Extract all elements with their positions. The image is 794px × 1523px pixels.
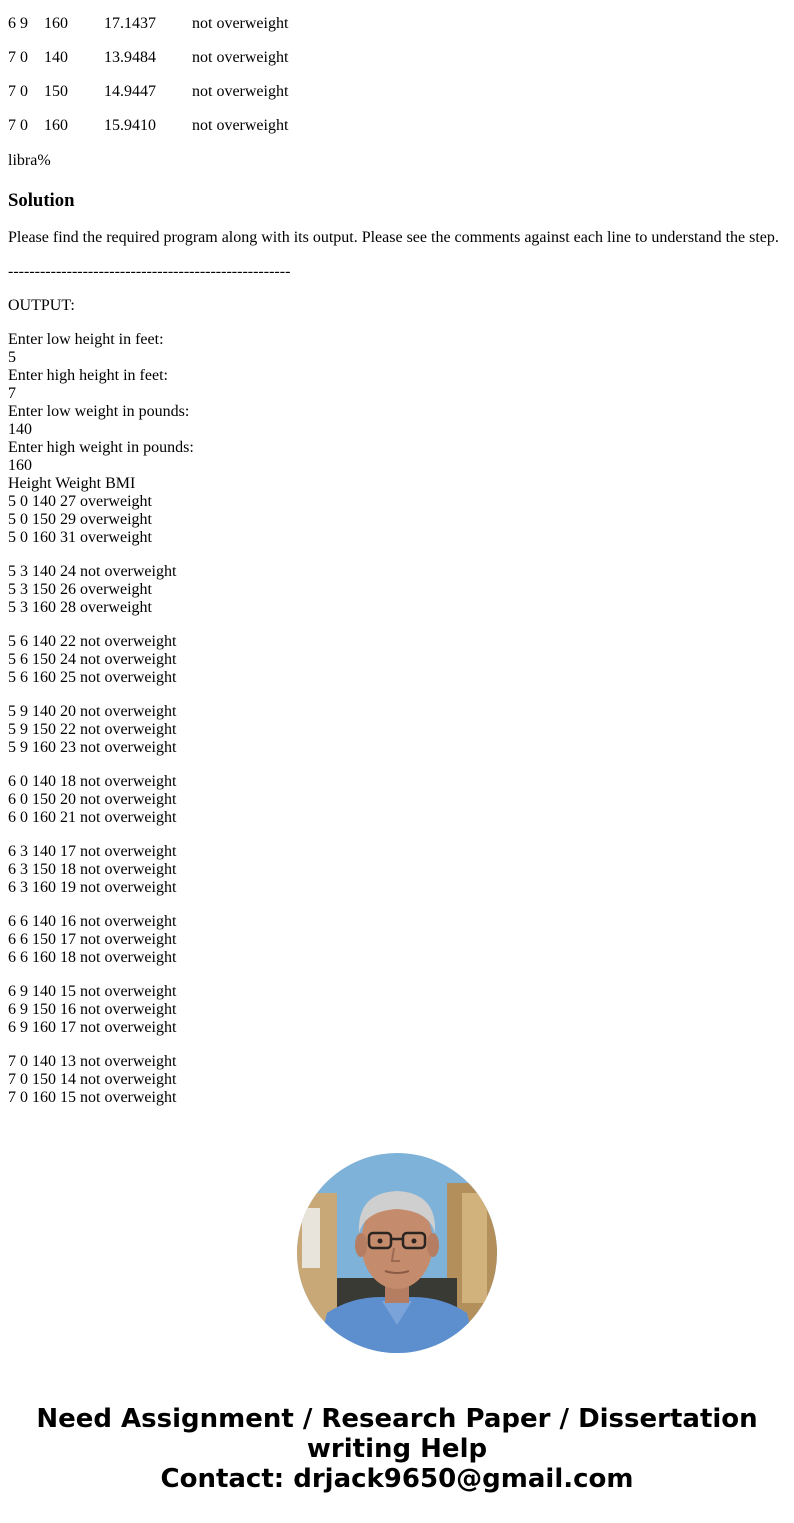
promo-line-2: writing Help [306, 1434, 488, 1464]
output-line: 5 3 160 28 overweight [8, 599, 152, 616]
output-block [8, 703, 788, 757]
output-line: 6 3 150 18 not overweight [8, 861, 177, 878]
output-line: 6 6 160 18 not overweight [8, 949, 177, 966]
output-block [8, 1053, 788, 1107]
output-line: 5 6 140 22 not overweight [8, 633, 177, 650]
table-row [8, 7, 352, 41]
output-block [8, 633, 788, 687]
output-line: 6 3 160 19 not overweight [8, 879, 177, 896]
output-line: 6 0 160 21 not overweight [8, 809, 177, 826]
output-line: 6 9 150 16 not overweight [8, 1001, 177, 1018]
output-line: 5 6 160 25 not overweight [8, 669, 177, 686]
shell-prompt: libra% [8, 152, 51, 169]
output-line: 5 9 140 20 not overweight [8, 703, 177, 720]
contact-line: Contact: drjack9650@gmail.com [160, 1464, 634, 1494]
output-line: 5 9 150 22 not overweight [8, 721, 177, 738]
output-intro [8, 331, 788, 547]
table-row [8, 109, 352, 143]
output-block [8, 913, 788, 967]
table-row [8, 75, 352, 109]
output-block [8, 843, 788, 897]
output-line: 5 6 150 24 not overweight [8, 651, 177, 668]
solution-description: Please find the required program along with its output. Please see the comments against each line to understand the step. [8, 229, 779, 246]
cell-bmi: 14.9447 [104, 83, 156, 100]
cell-weight: 150 [44, 83, 68, 100]
output-line: Enter high weight in pounds: [8, 439, 194, 456]
output-line: 5 3 140 24 not overweight [8, 563, 177, 580]
output-line: 6 3 140 17 not overweight [8, 843, 177, 860]
cell-weight: 140 [44, 49, 68, 66]
solution-heading: Solution [8, 190, 75, 211]
divider-line: ----------------------------------------------------- [8, 263, 291, 280]
output-block [8, 773, 788, 827]
output-label: OUTPUT: [8, 297, 75, 314]
promo-footer [0, 1404, 794, 1494]
output-line: 5 9 160 23 not overweight [8, 739, 177, 756]
cell-height: 7 0 [8, 49, 28, 66]
output-line: 7 0 150 14 not overweight [8, 1071, 177, 1088]
output-line: 6 9 160 17 not overweight [8, 1019, 177, 1036]
program-output [8, 331, 788, 1107]
cell-bmi: 17.1437 [104, 15, 156, 32]
output-line: 160 [8, 457, 32, 474]
output-block [8, 563, 788, 617]
cell-status: not overweight [192, 117, 289, 134]
cell-status: not overweight [192, 15, 289, 32]
table-row [8, 41, 352, 75]
output-line: 5 [8, 349, 16, 366]
cell-status: not overweight [192, 83, 289, 100]
output-line: 7 0 160 15 not overweight [8, 1089, 177, 1106]
output-line: Enter low weight in pounds: [8, 403, 190, 420]
output-line: 7 0 140 13 not overweight [8, 1053, 177, 1070]
output-line: 6 0 140 18 not overweight [8, 773, 177, 790]
output-block [8, 983, 788, 1037]
output-line: Enter high height in feet: [8, 367, 168, 384]
tutor-portrait-icon [297, 1153, 497, 1353]
output-line: 5 3 150 26 overweight [8, 581, 152, 598]
output-line: 5 0 160 31 overweight [8, 529, 152, 546]
output-line: Enter low height in feet: [8, 331, 164, 348]
output-line: 6 6 150 17 not overweight [8, 931, 177, 948]
cell-height: 6 9 [8, 15, 28, 32]
cell-weight: 160 [44, 15, 68, 32]
output-line: Height Weight BMI [8, 475, 136, 492]
output-line: 140 [8, 421, 32, 438]
cell-status: not overweight [192, 49, 289, 66]
output-line: 7 [8, 385, 16, 402]
cell-bmi: 15.9410 [104, 117, 156, 134]
output-blocks [8, 563, 788, 1107]
cell-weight: 160 [44, 117, 68, 134]
document-body [8, 0, 788, 1107]
cell-height: 7 0 [8, 83, 28, 100]
tutor-avatar [297, 1153, 497, 1353]
cell-bmi: 13.9484 [104, 49, 156, 66]
output-line: 5 0 150 29 overweight [8, 511, 152, 528]
bmi-table [8, 7, 352, 143]
output-line: 6 6 140 16 not overweight [8, 913, 177, 930]
output-line: 6 9 140 15 not overweight [8, 983, 177, 1000]
cell-height: 7 0 [8, 117, 28, 134]
output-line: 6 0 150 20 not overweight [8, 791, 177, 808]
promo-line-1: Need Assignment / Research Paper / Dissertation [36, 1404, 758, 1434]
output-line: 5 0 140 27 overweight [8, 493, 152, 510]
